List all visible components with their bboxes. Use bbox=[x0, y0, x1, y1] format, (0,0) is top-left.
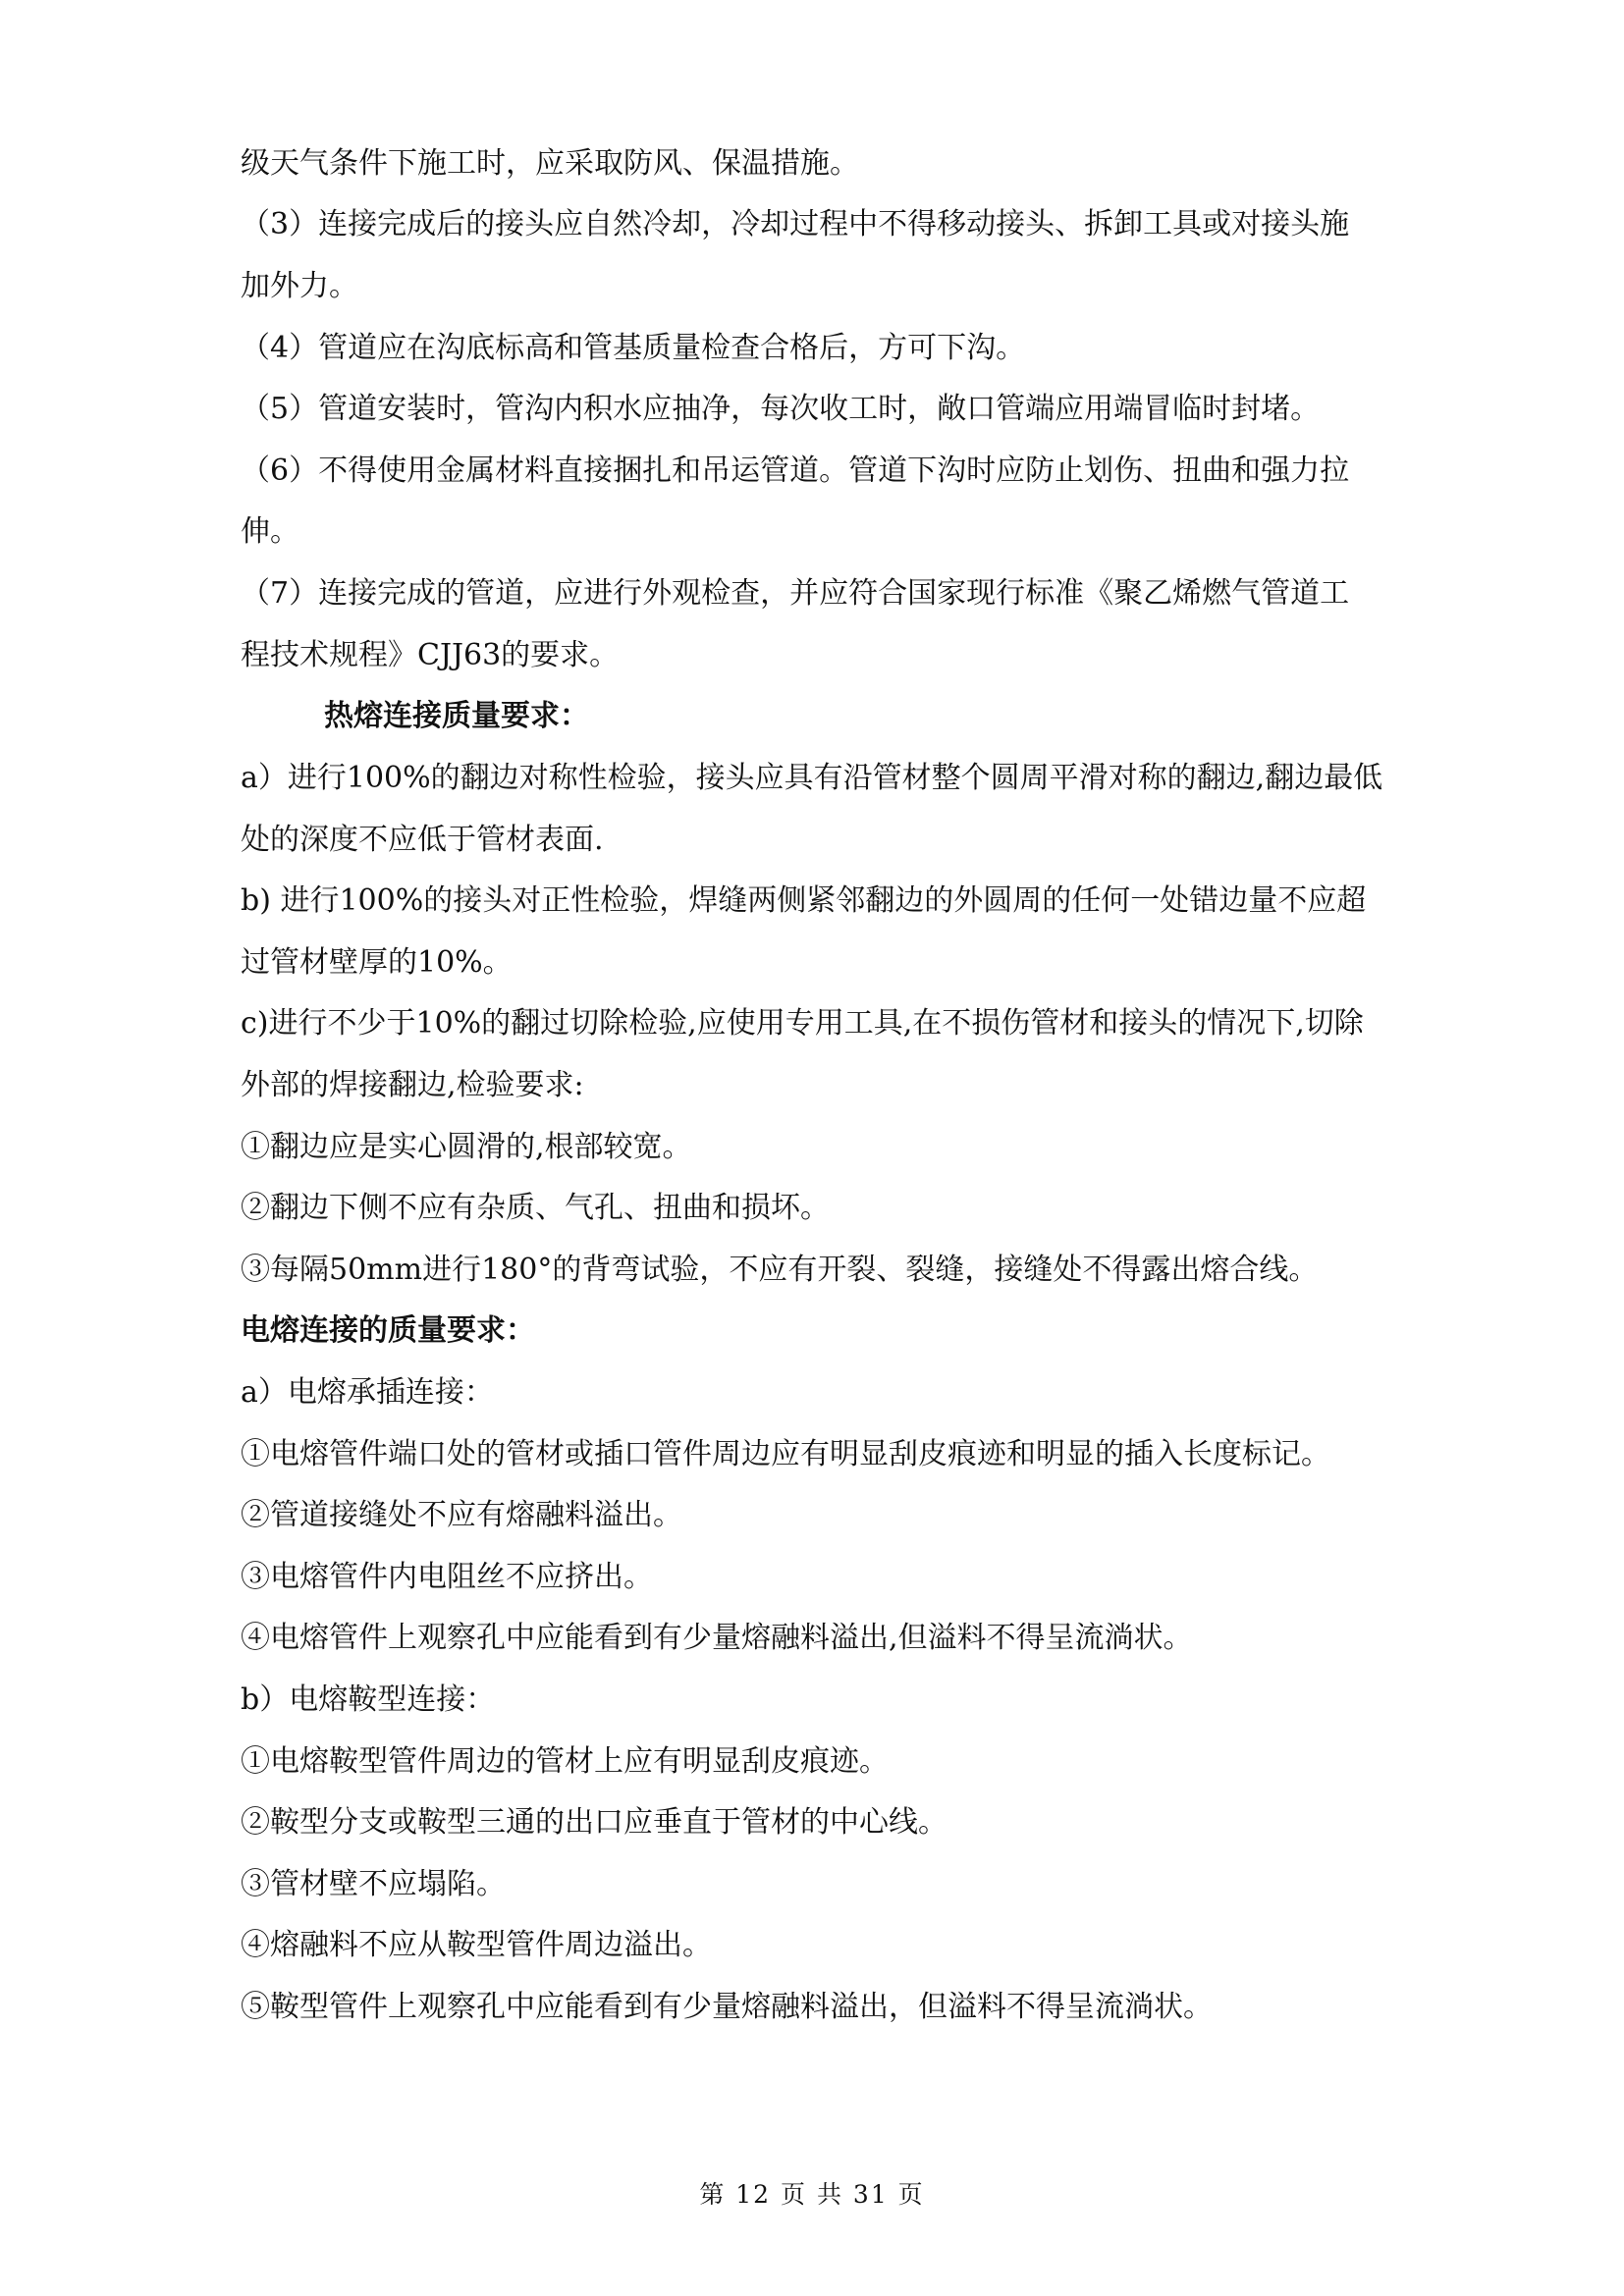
text-line: （4）管道应在沟底标高和管基质量检查合格后，方可下沟。 bbox=[241, 331, 1026, 365]
page-number-footer: 第 12 页 共 31 页 bbox=[699, 2180, 925, 2209]
text-line: 加外力。 bbox=[241, 269, 358, 303]
text-line: 过管材壁厚的10%。 bbox=[241, 945, 513, 980]
text-line: ④电熔管件上观察孔中应能看到有少量熔融料溢出,但溢料不得呈流淌状。 bbox=[241, 1621, 1193, 1655]
text-line: ③电熔管件内电阻丝不应挤出。 bbox=[241, 1560, 653, 1594]
text-line: ②翻边下侧不应有杂质、气孔、扭曲和损坏。 bbox=[241, 1191, 830, 1225]
text-line: ④熔融料不应从鞍型管件周边溢出。 bbox=[241, 1928, 712, 1962]
text-line: 伸。 bbox=[241, 514, 299, 549]
text-line: a）进行100%的翻边对称性检验，接头应具有沿管材整个圆周平滑对称的翻边,翻边最低 bbox=[241, 761, 1383, 795]
text-line: 级天气条件下施工时，应采取防风、保温措施。 bbox=[241, 146, 859, 181]
text-line: b）电熔鞍型连接： bbox=[241, 1682, 496, 1717]
text-line: ①电熔管件端口处的管材或插口管件周边应有明显刮皮痕迹和明显的插入长度标记。 bbox=[241, 1437, 1330, 1471]
text-line: ⑤鞍型管件上观察孔中应能看到有少量熔融料溢出，但溢料不得呈流淌状。 bbox=[241, 1990, 1213, 2024]
text-line: ②鞍型分支或鞍型三通的出口应垂直于管材的中心线。 bbox=[241, 1805, 947, 1840]
text-line: ①电熔鞍型管件周边的管材上应有明显刮皮痕迹。 bbox=[241, 1744, 889, 1779]
text-line: （3）连接完成后的接头应自然冷却，冷却过程中不得移动接头、拆卸工具或对接头施 bbox=[241, 207, 1350, 241]
text-line: （7）连接完成的管道，应进行外观检查，并应符合国家现行标准《聚乙烯燃气管道工 bbox=[241, 576, 1350, 611]
text-line: 处的深度不应低于管材表面. bbox=[241, 823, 604, 857]
text-line: ②管道接缝处不应有熔融料溢出。 bbox=[241, 1498, 682, 1532]
text-line: c)进行不少于10%的翻过切除检验,应使用专用工具,在不损伤管材和接头的情况下,切除 bbox=[241, 1006, 1364, 1041]
text-line: （5）管道安装时，管沟内积水应抽净，每次收工时，敞口管端应用端冒临时封堵。 bbox=[241, 392, 1321, 426]
section-heading-hot-melt: 热熔连接质量要求： bbox=[324, 699, 589, 733]
text-line: ③每隔50mm进行180°的背弯试验，不应有开裂、裂缝，接缝处不得露出熔合线。 bbox=[241, 1253, 1319, 1287]
text-line: 程技术规程》CJJ63的要求。 bbox=[241, 638, 620, 672]
text-line: ③管材壁不应塌陷。 bbox=[241, 1867, 506, 1901]
text-line: 外部的焊接翻边,检验要求: bbox=[241, 1068, 584, 1102]
text-line: ①翻边应是实心圆滑的,根部较宽。 bbox=[241, 1130, 692, 1164]
text-line: b) 进行100%的接头对正性检验，焊缝两侧紧邻翻边的外圆周的任何一处错边量不应超 bbox=[241, 883, 1367, 918]
text-line: （6）不得使用金属材料直接捆扎和吊运管道。管道下沟时应防止划伤、扭曲和强力拉 bbox=[241, 454, 1350, 488]
section-heading-electrofusion: 电熔连接的质量要求： bbox=[241, 1313, 535, 1348]
text-line: a）电熔承插连接： bbox=[241, 1375, 494, 1410]
